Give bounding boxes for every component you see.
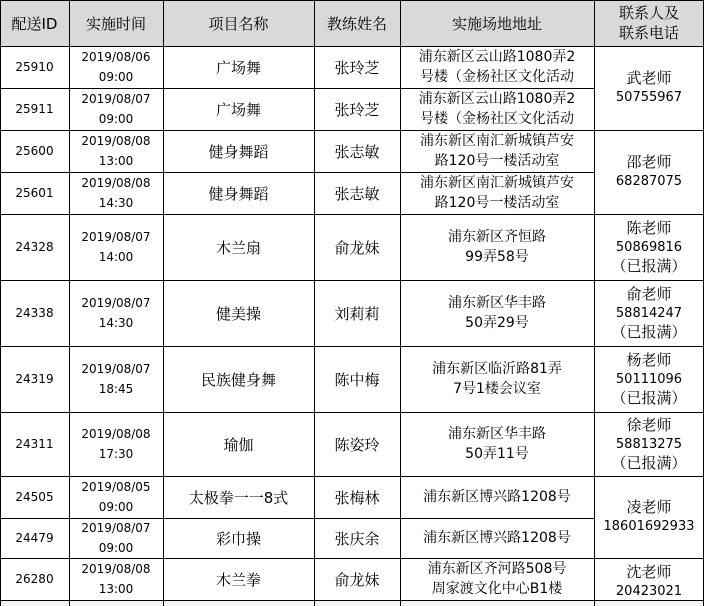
grid-line: [0, 476, 704, 477]
grid-line: [0, 0, 704, 1]
cell-coach: [314, 518, 400, 558]
cell-address: [400, 518, 594, 558]
contact-line: 58814247: [615, 305, 683, 321]
contact-line: 杨老师: [626, 350, 672, 369]
address-line: 浦东新区齐河路508号: [427, 561, 567, 577]
cell-time: [69, 280, 163, 346]
address-line: 浦东新区南汇新城镇芦安: [420, 133, 574, 149]
date-text: 2019/08/08: [81, 176, 151, 190]
time-text: 09:00: [98, 112, 134, 126]
header-time: [69, 0, 163, 46]
contact-line: 俞老师: [626, 284, 672, 303]
date-text: 2019/08/07: [81, 362, 151, 376]
project-name: 木兰拳: [215, 570, 261, 589]
coach-name: 张庆余: [334, 529, 380, 548]
coach-name: 张玲芝: [334, 58, 380, 77]
project-name: 健美操: [215, 304, 261, 323]
contact-line: 50755967: [615, 90, 683, 105]
header-line: 联系电话: [618, 24, 679, 42]
grid-line: [0, 518, 595, 519]
date-text: 2019/08/07: [81, 296, 151, 310]
cell-project: [163, 558, 314, 600]
date-text: 2019/08/08: [81, 562, 151, 576]
delivery-id: 24505: [15, 490, 54, 504]
cell-project: [163, 214, 314, 280]
coach-name: 张梅林: [334, 488, 380, 507]
cell-project: [163, 130, 314, 172]
grid-line: [69, 0, 70, 606]
cell-id: [0, 412, 69, 476]
project-name: 健身舞蹈: [208, 142, 269, 161]
cell-address: [400, 412, 594, 476]
cell-id: [0, 476, 69, 518]
header-label: 配送ID: [11, 14, 58, 33]
cell-address: [400, 88, 594, 130]
cell-address: [400, 214, 594, 280]
header-id: [0, 0, 69, 46]
cell-coach: [314, 46, 400, 88]
coach-name: 俞龙妹: [334, 570, 380, 589]
delivery-id: 25601: [15, 186, 54, 200]
cell-coach: [314, 214, 400, 280]
cell-id: [0, 346, 69, 412]
address-line: 浦东新区云山路1080弄2: [418, 91, 576, 107]
cell-contact: [594, 346, 704, 412]
contact-line: 沈老师: [626, 563, 672, 581]
contact-line: 68287075: [615, 174, 683, 189]
cell-contact: [594, 412, 704, 476]
delivery-id: 24479: [15, 531, 54, 545]
delivery-id: 24319: [15, 372, 54, 386]
cell-id: [0, 214, 69, 280]
cell-contact: [594, 130, 704, 214]
time-text: 14:30: [98, 316, 134, 330]
cell-project: [163, 172, 314, 214]
address-line: 50弄11号: [465, 446, 529, 462]
header-contact: [594, 0, 704, 46]
cell-project: [163, 412, 314, 476]
coach-name: 俞龙妹: [334, 238, 380, 257]
cell-id: [0, 518, 69, 558]
date-text: 2019/08/06: [81, 50, 151, 64]
header-label: 实施场地地址: [451, 14, 542, 33]
cell-contact: [594, 46, 704, 130]
time-text: 14:30: [98, 196, 134, 210]
cell-coach: [314, 412, 400, 476]
address-line: 浦东新区华丰路: [448, 295, 546, 311]
contact-line: 陈老师: [626, 218, 672, 237]
grid-line: [0, 172, 595, 173]
cell-coach: [314, 88, 400, 130]
address-line: 浦东新区华丰路: [448, 426, 546, 442]
cell-coach: [314, 346, 400, 412]
cell-time: [69, 46, 163, 88]
header-address: [400, 0, 594, 46]
cell-time: [69, 518, 163, 558]
cell-coach: [314, 476, 400, 518]
contact-line: 徐老师: [626, 415, 672, 434]
header-label: 教练姓名: [326, 14, 387, 33]
cell-project: [163, 518, 314, 558]
cell-coach: [314, 280, 400, 346]
grid-line: [0, 214, 704, 215]
delivery-id: 25600: [15, 144, 54, 158]
cell-coach: [314, 130, 400, 172]
grid-line: [0, 88, 595, 89]
header-coach: [314, 0, 400, 46]
time-text: 17:30: [98, 447, 134, 461]
time-text: 13:00: [98, 154, 134, 168]
time-text: 14:00: [98, 250, 134, 264]
grid-line: [400, 0, 401, 606]
address-line: 浦东新区齐恒路: [448, 229, 546, 245]
cell-time: [69, 476, 163, 518]
date-text: 2019/08/07: [81, 230, 151, 244]
grid-line: [0, 412, 704, 413]
address-line: 周家渡文化中心B1楼: [431, 581, 563, 597]
grid-line: [314, 0, 315, 606]
address-line: 浦东新区云山路1080弄2: [418, 49, 576, 65]
cell-time: [69, 88, 163, 130]
delivery-id: 25911: [15, 102, 54, 116]
cell-id: [0, 280, 69, 346]
cell-contact: [594, 280, 704, 346]
cell-coach: [314, 172, 400, 214]
contact-line: （已报满）: [611, 256, 687, 275]
coach-name: 陈中梅: [334, 370, 380, 389]
contact-line: 58813275: [615, 436, 683, 452]
grid-line: [163, 0, 164, 606]
grid-line: [0, 280, 704, 281]
address-line: 7号1楼会议室: [453, 381, 541, 397]
cell-address: [400, 280, 594, 346]
delivery-id: 24338: [15, 306, 54, 320]
header-label: 实施时间: [85, 14, 146, 33]
date-text: 2019/08/08: [81, 134, 151, 148]
cell-contact: [594, 558, 704, 606]
cell-address: [400, 346, 594, 412]
cell-id: [0, 46, 69, 88]
cell-project: [163, 46, 314, 88]
grid-line: [0, 46, 704, 47]
contact-line: 邵老师: [626, 153, 672, 171]
cell-project: [163, 476, 314, 518]
time-text: 09:00: [98, 541, 134, 555]
cell-id: [0, 130, 69, 172]
grid-line: [0, 130, 704, 131]
cell-address: [400, 46, 594, 88]
address-line: 浦东新区临沂路81弄: [432, 361, 562, 377]
delivery-id: 26280: [15, 572, 54, 586]
contact-line: （已报满）: [611, 322, 687, 341]
project-name: 健身舞蹈: [208, 184, 269, 203]
address-line: 50弄29号: [465, 315, 529, 331]
address-line: 路120号一楼活动室: [434, 195, 560, 211]
address-line: 号楼（金杨社区文化活动: [420, 69, 574, 85]
cell-id: [0, 558, 69, 600]
delivery-id: 25910: [15, 60, 54, 74]
address-line: 路120号一楼活动室: [434, 153, 560, 169]
address-line: 浦东新区博兴路1208号: [423, 489, 571, 505]
cell-time: [69, 130, 163, 172]
address-line: 99弄58号: [465, 249, 529, 265]
contact-line: 20423021: [615, 584, 683, 599]
project-name: 广场舞: [215, 58, 261, 77]
time-text: 13:00: [98, 582, 134, 596]
coach-name: 张玲芝: [334, 100, 380, 119]
contact-line: 凌老师: [626, 498, 672, 516]
date-text: 2019/08/07: [81, 92, 151, 106]
cell-id: [0, 172, 69, 214]
contact-line: 18601692933: [603, 519, 695, 534]
project-name: 彩巾操: [215, 529, 261, 548]
cell-coach: [314, 558, 400, 600]
coach-name: 张志敏: [334, 142, 380, 161]
address-line: 浦东新区南汇新城镇芦安: [420, 175, 574, 191]
project-name: 太极拳一一8式: [188, 488, 289, 507]
grid-line: [0, 600, 704, 601]
cell-time: [69, 558, 163, 600]
coach-name: 陈姿玲: [334, 435, 380, 454]
header-label: 项目名称: [208, 14, 269, 33]
coach-name: 张志敏: [334, 184, 380, 203]
date-text: 2019/08/08: [81, 427, 151, 441]
cell-time: [69, 346, 163, 412]
delivery-id: 24328: [15, 240, 54, 254]
cell-time: [69, 172, 163, 214]
time-text: 09:00: [98, 70, 134, 84]
project-name: 广场舞: [215, 100, 261, 119]
cell-address: [400, 130, 594, 172]
address-line: 浦东新区博兴路1208号: [423, 530, 571, 546]
contact-line: 武老师: [626, 69, 672, 87]
grid-line: [594, 0, 595, 606]
date-text: 2019/08/07: [81, 521, 151, 535]
project-name: 木兰扇: [215, 238, 261, 257]
cell-address: [400, 476, 594, 518]
time-text: 09:00: [98, 500, 134, 514]
address-line: 号楼（金杨社区文化活动: [420, 111, 574, 127]
coach-name: 刘莉莉: [334, 304, 380, 323]
cell-address: [400, 558, 594, 600]
cell-project: [163, 346, 314, 412]
cell-id: [0, 88, 69, 130]
contact-line: 50111096: [615, 371, 683, 387]
cell-time: [69, 214, 163, 280]
contact-line: （已报满）: [611, 388, 687, 407]
cell-time: [69, 412, 163, 476]
cell-contact: [594, 214, 704, 280]
contact-line: 50869816: [615, 239, 683, 255]
delivery-id: 24311: [15, 437, 54, 451]
time-text: 18:45: [98, 382, 134, 396]
header-line: 联系人及: [618, 4, 679, 22]
grid-line: [0, 0, 1, 606]
project-name: 民族健身舞: [200, 370, 276, 389]
cell-project: [163, 88, 314, 130]
project-name: 瑜伽: [223, 435, 254, 454]
grid-line: [0, 346, 704, 347]
header-project: [163, 0, 314, 46]
cell-project: [163, 280, 314, 346]
date-text: 2019/08/05: [81, 480, 151, 494]
cell-contact: [594, 476, 704, 558]
cell-address: [400, 172, 594, 214]
grid-line: [0, 558, 704, 559]
contact-line: （已报满）: [611, 453, 687, 472]
